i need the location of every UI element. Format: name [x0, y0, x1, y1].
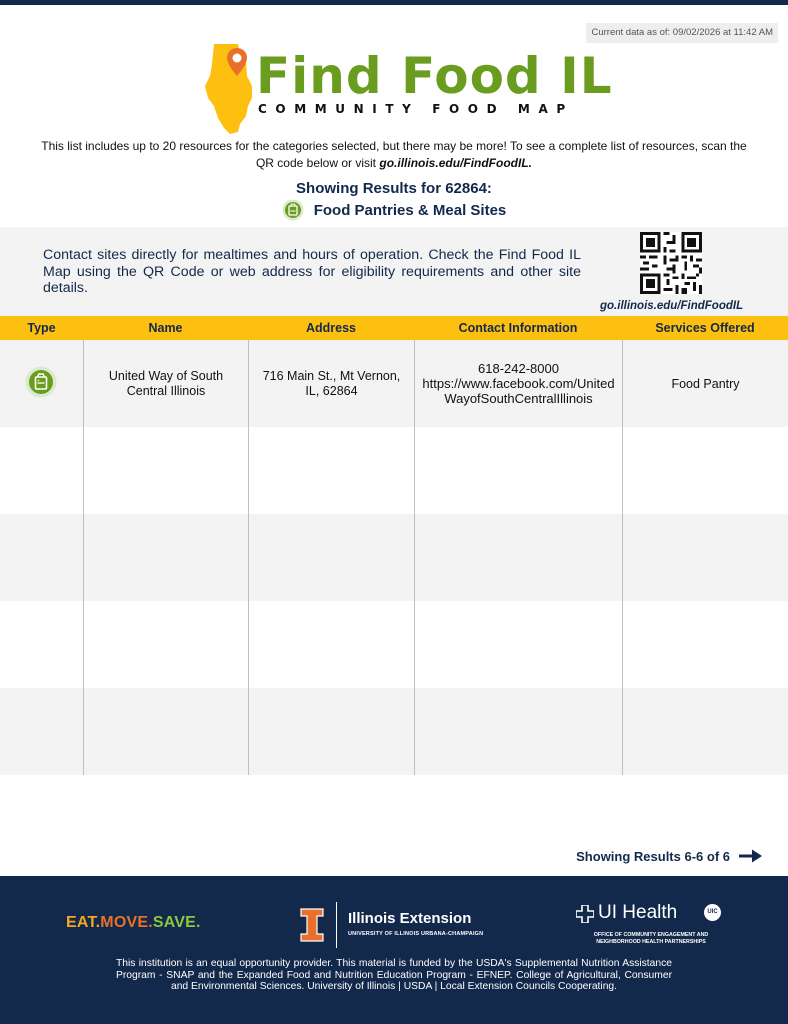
contact-cell — [414, 514, 622, 601]
arrow-right-icon[interactable] — [738, 848, 764, 864]
intro-text — [40, 138, 748, 172]
site-url[interactable]: https://www.facebook.com/UnitedWayofSouthCentralIllinois — [422, 376, 615, 406]
table-row — [0, 340, 788, 427]
info-band — [0, 227, 788, 316]
table-row — [0, 427, 788, 514]
table-row — [0, 514, 788, 601]
type-cell — [0, 688, 83, 775]
food-pantry-icon — [25, 366, 57, 398]
intro-body: This list includes up to 20 resources for the categories selected, but there may be more! To see a complete list of resources, scan the QR code below or visit — [41, 139, 747, 170]
pager — [576, 848, 764, 864]
address-cell — [248, 601, 414, 688]
header-services: Services Offered — [655, 321, 755, 335]
contact-cell — [414, 427, 622, 514]
site-services: Food Pantry — [671, 377, 740, 391]
services-cell — [622, 340, 788, 427]
ui-health-logo — [576, 902, 726, 952]
services-cell — [622, 514, 788, 601]
services-cell — [622, 427, 788, 514]
address-cell — [248, 514, 414, 601]
site-name: United Way of South Central Illinois — [108, 369, 224, 398]
block-i-icon — [300, 908, 324, 942]
logo-title: Find Food IL — [256, 47, 613, 105]
health-cross-icon — [576, 905, 594, 923]
type-cell — [0, 514, 83, 601]
emv-save: SAVE. — [152, 914, 201, 931]
site-address: 716 Main St., Mt Vernon, IL, 62864 — [262, 369, 401, 398]
ui-health-subtitle: OFFICE OF COMMUNITY ENGAGEMENT AND NEIGHBORHOOD HEALTH PARTNERSHIPS — [593, 932, 709, 945]
site-phone[interactable]: 618-242-8000 — [478, 361, 559, 376]
name-cell — [83, 514, 248, 601]
food-pantry-icon — [282, 199, 304, 221]
services-cell — [622, 688, 788, 775]
emv-eat: EAT. — [66, 914, 101, 931]
header-type: Type — [27, 321, 56, 335]
address-cell — [248, 340, 414, 427]
extension-name: Illinois Extension — [348, 910, 472, 927]
logo-divider — [336, 902, 337, 948]
type-cell — [0, 601, 83, 688]
ui-health-name: UI Health — [598, 902, 678, 923]
illinois-map-pin-icon — [200, 40, 260, 138]
pager-label: Showing Results 6-6 of 6 — [576, 848, 730, 864]
table-header — [0, 316, 788, 340]
uic-badge: UIC — [704, 904, 721, 921]
data-timestamp: Current data as of: 09/02/2026 at 11:42 AM — [586, 23, 778, 43]
qr-url[interactable]: go.illinois.edu/FindFoodIL — [600, 300, 744, 312]
disclaimer-text: This institution is an equal opportunity provider. This material is funded by the USDA's Supplemental Nutrition Assistance Program - SNAP and the Expanded Food and Nutrition Education Program - EFNEP. College of Agricultural, Consumer and Environmental Sciences. University of Illinois | USDA | Local Extension Councils Cooperating. — [116, 958, 672, 992]
category-line — [0, 198, 788, 222]
name-cell — [83, 601, 248, 688]
header-address: Address — [305, 321, 357, 335]
qr-code-icon[interactable] — [640, 232, 702, 294]
logo-subtitle: COMMUNITY FOOD MAP — [258, 102, 574, 116]
name-cell — [83, 688, 248, 775]
find-food-link[interactable]: go.illinois.edu/FindFoodIL. — [379, 156, 533, 170]
address-cell — [248, 427, 414, 514]
type-cell — [0, 340, 83, 427]
eat-move-save-logo — [66, 914, 201, 932]
contact-cell — [414, 340, 622, 427]
site-contact — [415, 361, 622, 406]
services-cell — [622, 601, 788, 688]
results-table — [0, 316, 788, 775]
name-cell — [83, 340, 248, 427]
header-contact: Contact Information — [458, 321, 578, 335]
illinois-extension-logo — [298, 904, 498, 944]
contact-cell — [414, 688, 622, 775]
emv-move: MOVE. — [100, 914, 153, 931]
top-accent-bar — [0, 0, 788, 5]
header-name: Name — [148, 321, 183, 335]
contact-cell — [414, 601, 622, 688]
category-label: Food Pantries & Meal Sites — [313, 201, 507, 219]
results-heading: Showing Results for 62864: — [296, 180, 492, 197]
type-cell — [0, 427, 83, 514]
table-row — [0, 601, 788, 688]
info-text: Contact sites directly for mealtimes and hours of operation. Check the Find Food IL Map using the QR Code or web address for eligibility requirements and other site details. — [43, 247, 581, 296]
footer — [0, 876, 788, 1024]
extension-subtitle: UNIVERSITY OF ILLINOIS URBANA-CHAMPAIGN — [348, 931, 484, 937]
name-cell — [83, 427, 248, 514]
find-food-il-logo — [200, 40, 613, 140]
address-cell — [248, 688, 414, 775]
table-row — [0, 688, 788, 775]
